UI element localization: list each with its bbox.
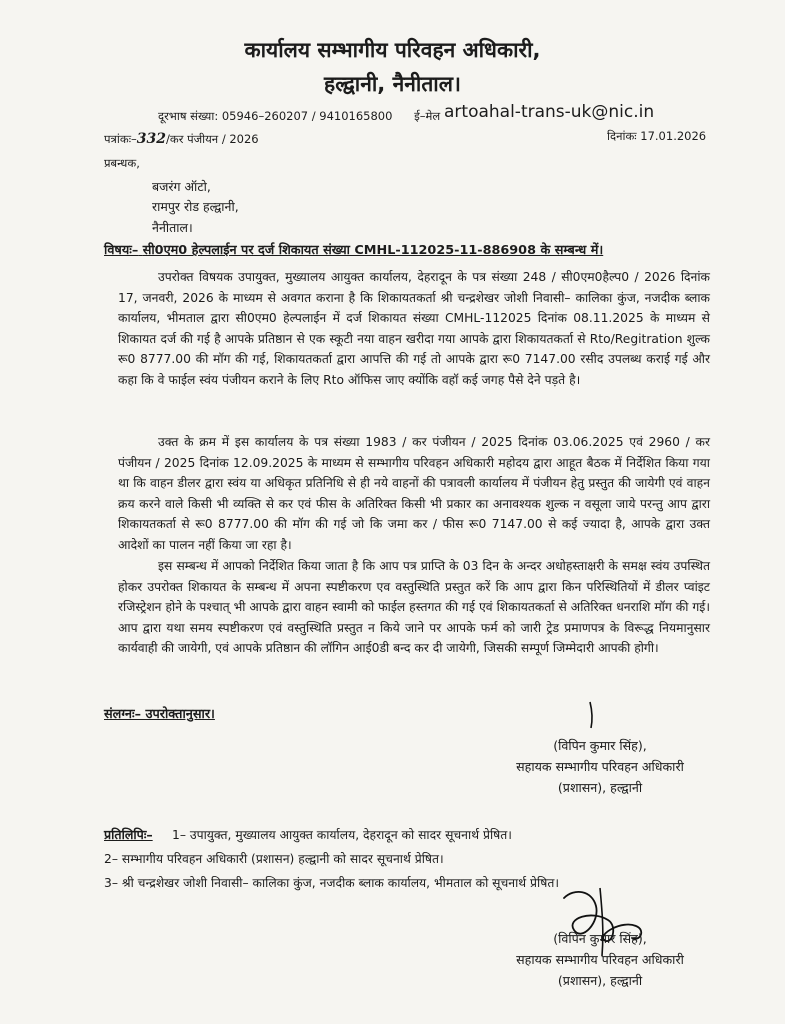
copy-to-label: प्रतिलिपिः– xyxy=(104,827,153,842)
patrank-line xyxy=(104,131,259,147)
signature-stroke xyxy=(584,700,598,730)
signatory-2-name: (विपिन कुमार सिंह), xyxy=(553,931,647,946)
recipient-address-1: रामपुर रोड हल्द्वानी, xyxy=(152,199,239,214)
contact-line xyxy=(158,109,440,124)
office-title-line2: हल्द्वानी, नैनीताल। xyxy=(324,72,461,96)
signatory-2-designation: सहायक सम्भागीय परिवहन अधिकारी xyxy=(516,952,684,967)
copy-to-item-1: 1– उपायुक्त, मुख्यालय आयुक्त कार्यालय, देहरादून को सादर सूचनार्थ प्रेषित। xyxy=(172,828,512,842)
signatory-1-name: (विपिन कुमार सिंह), xyxy=(553,738,647,753)
body-paragraph-2: उक्त के क्रम में इस कार्यालय के पत्र संख्या 1983 / कर पंजीयन / 2025 दिनांक 03.06.2025 एवं 2960 / कर पंजीयन / 2025 दिनांक 12.09.2025 के माध्यम से सम्भागीय परिवहन अधिकारी महोदय द्वारा आहूत बैठक में निर्देशित किया गया था कि वाहन डीलर द्वारा स्वंय या अधिकृत प्रतिनिधि से ही नये वाहनों की पत्रावली कार्यालय में पंजीयन हेतु प्रस्तुत की जायेगी एवं वाहन क्रय करने वाले किसी भी व्यक्ति से कर एवं फीस के अतिरिक्त किसी भी प्रकार का अनावश्यक शुल्क न वसूला जाये परन्तु आप द्वारा शिकायतकर्ता से रू0 8777.00 की मॉग की गई जो कि जमा कर / फीस रू0 7147.00 से कई ज्यादा है, आपके द्वारा उक्त आदेशों का पालन नहीं किया जा रहा है। xyxy=(118,435,710,552)
email-label: ई–मेल xyxy=(414,109,441,123)
email-address: artoahal-trans-uk@nic.in xyxy=(444,102,655,122)
subject-line xyxy=(104,240,603,258)
signatory-1-office: (प्रशासन), हल्द्वानी xyxy=(557,780,643,795)
recipient-name: बजरंग ऑटो, xyxy=(152,179,211,194)
body-paragraph-3: इस सम्बन्ध में आपको निर्देशित किया जाता है कि आप पत्र प्राप्ति के 03 दिन के अन्दर अधोहस्ताक्षरी के समक्ष स्वंय उपस्थित होकर उपरोक्त शिकायत के सम्बन्ध में अपना स्पष्टीकरण एव वस्तुस्थिति प्रस्तुत करें कि आप द्वारा किन परिस्थितियों में डीलर प्वांइट रजिस्ट्रेशन होने के पश्चात् भी आपके द्वारा वाहन स्वामी को फाईल हस्तगत की गई एवं शिकायतकर्ता से अतिरिक्त धनराशि मॉग की गई। आप द्वारा यथा समय स्पष्टीकरण एवं वस्तुस्थिति प्रस्तुत न किये जाने पर आपके फर्म को जारी ट्रेड प्रमाणपत्र के विरूद्ध नियमानुसार कार्यवाही की जायेगी, एवं आपके प्रतिष्ठान की लॉगिन आई0डी बन्द कर दी जायेगी, जिसकी सम्पूर्ण जिम्मेदारी आपकी होगी। xyxy=(118,559,710,656)
subject-label: विषयः– xyxy=(104,243,139,258)
office-title-line1: कार्यालय सम्भागीय परिवहन अधिकारी, xyxy=(244,38,541,62)
copy-to-item-3: 3– श्री चन्द्रशेखर जोशी निवासी– कालिका कुंज, नजदीक ब्लाक कार्यालय, भीमताल को सूचनार्थ प्रेषित। xyxy=(104,876,560,890)
recipient-designation: प्रबन्धक, xyxy=(104,156,140,170)
signatory-2-office: (प्रशासन), हल्द्वानी xyxy=(557,973,643,988)
patrank-number: 332 xyxy=(136,131,166,147)
recipient-address-2: नैनीताल। xyxy=(152,220,193,235)
date-label: दिनांकः xyxy=(607,129,637,143)
subject-text: सी0एम0 हेल्पलाईन पर दर्ज शिकायत संख्या CMHL-112025-11-886908 के सम्बन्ध में। xyxy=(142,243,604,258)
signatory-1-designation: सहायक सम्भागीय परिवहन अधिकारी xyxy=(516,759,684,774)
body-paragraph-1: उपरोक्त विषयक उपायुक्त, मुख्यालय आयुक्त कार्यालय, देहरादून के पत्र संख्या 248 / सी0एम0हैल्प0 / 2026 दिनांक 17, जनवरी, 2026 के माध्यम से अवगत कराना है कि शिकायतकर्ता श्री चन्द्रशेखर जोशी निवासी– कालिका कुंज, नजदीक ब्लाक कार्यालय, भीमताल द्वारा सी0एम0 हेल्पलाईन में दर्ज शिकायत संख्या CMHL-112025 दिनांक 08.11.2025 के माध्यम से शिकायत दर्ज की गई है आपके प्रतिष्ठान से एक स्कूटी नया वाहन खरीदा गया आपके द्वारा शिकायतकर्ता से Rto/Regitration शुल्क रू0 8777.00 की मॉग की गई, शिकायतकर्ता द्वारा आपत्ति की गई तो आपके द्वारा रू0 7147.00 रसीद उपलब्ध कराई गई और कहा कि वे फाईल स्वंय पंजीयन कराने के लिए Rto ऑफिस जाए क्योंकि वहॉ कई जगह पैसे देने पड़ते है। xyxy=(118,270,710,387)
phone-label: दूरभाष संख्या: xyxy=(158,109,219,123)
patrank-suffix: /कर पंजीयन / 2026 xyxy=(166,132,259,146)
date-line xyxy=(607,129,706,144)
date-value: 17.01.2026 xyxy=(640,129,707,143)
phone-number: 05946–260207 / 9410165800 xyxy=(221,109,393,123)
copy-to-item-2: 2– सम्भागीय परिवहन अधिकारी (प्रशासन) हल्द्वानी को सादर सूचनार्थ प्रेषित। xyxy=(104,852,444,866)
enclosure-line: संलग्नः– उपरोक्तानुसार। xyxy=(104,707,215,722)
handwritten-signature xyxy=(552,880,662,960)
patrank-label: पत्रांकः– xyxy=(104,132,137,146)
